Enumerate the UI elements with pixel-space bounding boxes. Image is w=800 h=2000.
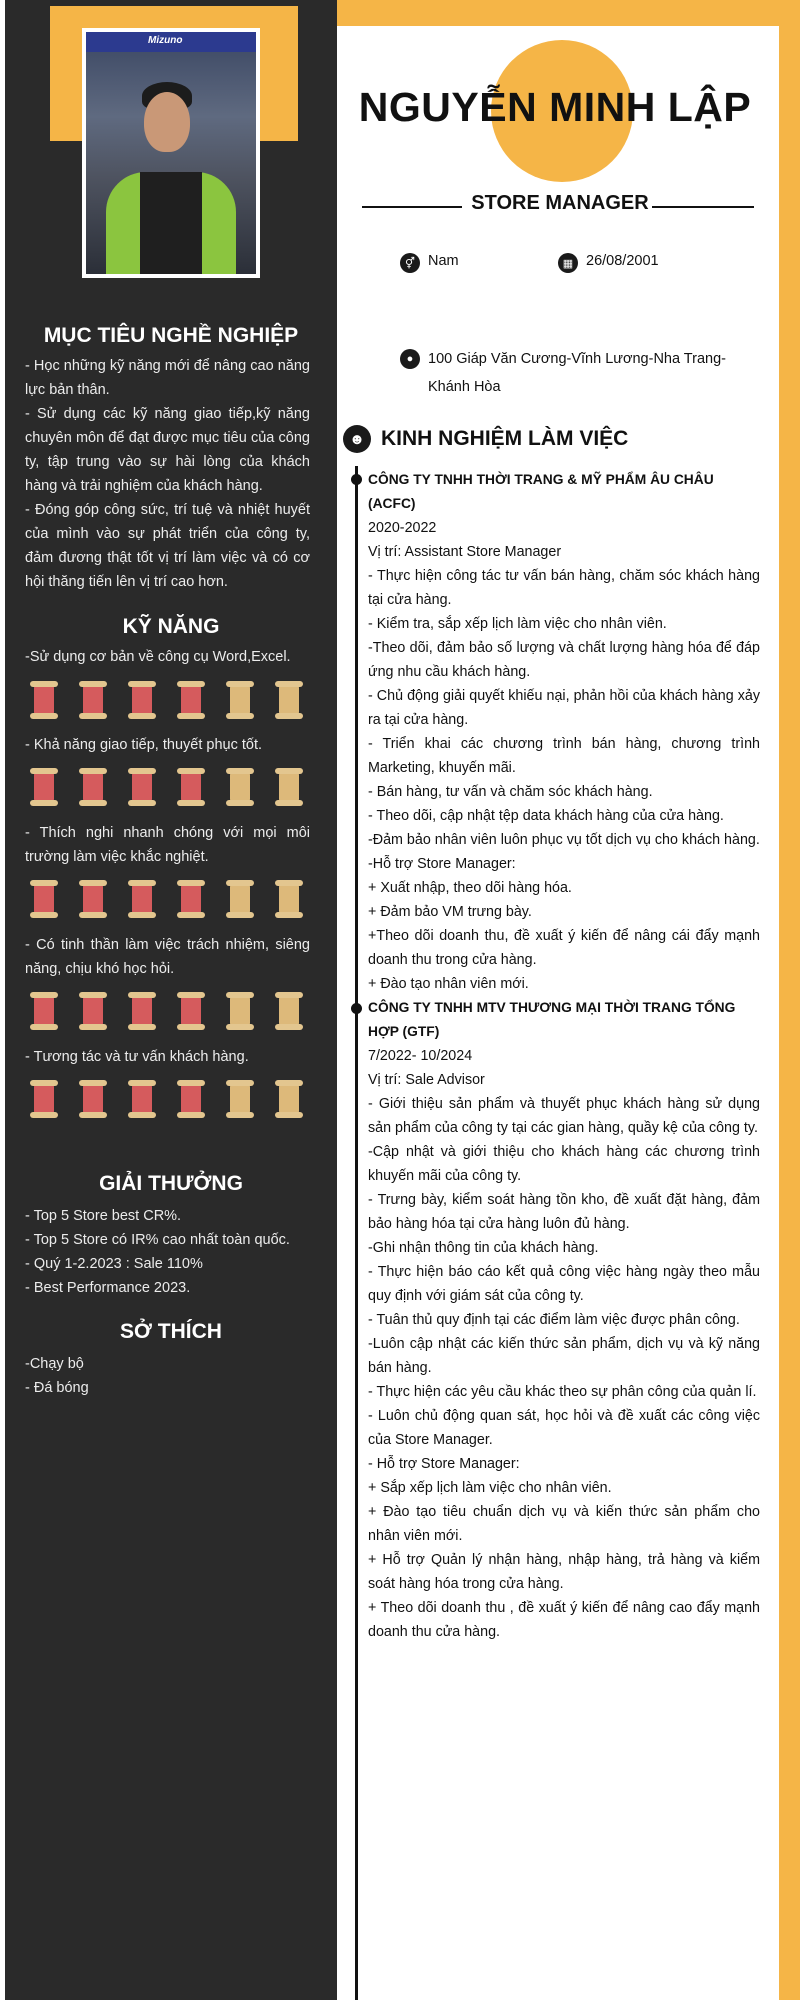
award-item: - Top 5 Store best CR%. (25, 1208, 182, 1224)
experience-heading (343, 425, 628, 453)
job-duty: -Hỗ trợ Store Manager: (368, 856, 516, 872)
job-duty: + Theo dõi doanh thu , đề xuất ý kiến để nâng cao đẩy mạnh doanh thu cửa hàng. (368, 1600, 760, 1640)
awards-heading: GIẢI THƯỞNG (99, 1172, 243, 1195)
rating-spool-filled (30, 992, 58, 1030)
rating-spool-filled (79, 880, 107, 918)
address-info (400, 345, 726, 401)
job-duties (368, 564, 760, 996)
objective-paragraph: - Sử dụng các kỹ năng giao tiếp,kỹ năng chuyên môn để đạt được mục tiêu của công ty, tập trung vào sự hài lòng của khách hàng và trải nghiệm của khách hàng. (25, 406, 310, 494)
people-icon: ☻ (343, 425, 371, 453)
job-duty: - Bán hàng, tư vấn và chăm sóc khách hàng. (368, 784, 653, 800)
award-item: - Top 5 Store có IR% cao nhất toàn quốc. (25, 1232, 290, 1248)
rating-spool-filled (79, 768, 107, 806)
rating-spool-filled (30, 880, 58, 918)
rating-spool-filled (79, 992, 107, 1030)
job-duty: - Thực hiện báo cáo kết quả công việc hàng ngày theo mẫu quy định với giám sát của công ty. (368, 1264, 760, 1304)
rating-spool-empty (275, 992, 303, 1030)
gender-info (400, 253, 459, 273)
candidate-name: NGUYỄN MINH LẬP (358, 84, 752, 130)
skill-label: - Thích nghi nhanh chóng với mọi môi trường làm việc khắc nghiệt. (25, 825, 310, 865)
job-entry (368, 468, 760, 996)
gender-value: Nam (428, 253, 459, 269)
job-duty: - Hỗ trợ Store Manager: (368, 1456, 520, 1472)
skill-label: - Tương tác và tư vấn khách hàng. (25, 1049, 249, 1065)
address-value (428, 345, 726, 401)
objective-heading: MỤC TIÊU NGHỀ NGHIỆP (43, 324, 299, 347)
job-duty: - Luôn chủ động quan sát, học hỏi và đề xuất các công việc của Store Manager. (368, 1408, 760, 1448)
birthdate-info (558, 253, 659, 273)
rating-spool-filled (128, 992, 156, 1030)
hobbies-heading: SỞ THÍCH (120, 1320, 222, 1343)
rating-spool-empty (275, 768, 303, 806)
rating-spool-empty (226, 768, 254, 806)
company-name: CÔNG TY TNHH MTV THƯƠNG MẠI THỜI TRANG TỔNG HỢP (GTF) (368, 1000, 736, 1039)
hobby-item: - Đá bóng (25, 1380, 89, 1396)
skills-heading: KỸ NĂNG (122, 615, 220, 638)
skill-rating (30, 992, 303, 1030)
job-period: 7/2022- 10/2024 (368, 1048, 473, 1064)
skill-label: - Có tinh thần làm việc trách nhiệm, siêng năng, chịu khó học hỏi. (25, 937, 310, 977)
awards-list (25, 1204, 310, 1300)
rating-spool-filled (128, 768, 156, 806)
rating-spool-filled (30, 681, 58, 719)
address-line-2: Khánh Hòa (428, 379, 501, 395)
rating-spool-filled (30, 768, 58, 806)
profile-photo (86, 32, 256, 274)
skill-rating (30, 880, 303, 918)
timeline-dot (351, 1003, 362, 1014)
company-name: CÔNG TY TNHH THỜI TRANG & MỸ PHẨM ÂU CHÂU (ACFC) (368, 472, 714, 511)
job-duty: - Tuân thủ quy định tại các điểm làm việc được phân công. (368, 1312, 740, 1328)
rating-spool-filled (79, 681, 107, 719)
photo-banner-text: Mizuno (148, 35, 183, 46)
job-duty: + Đào tạo tiêu chuẩn dịch vụ và kiến thức sản phẩm cho nhân viên mới. (368, 1504, 760, 1544)
skill-label: - Khả năng giao tiếp, thuyết phục tốt. (25, 737, 262, 753)
job-duties (368, 1092, 760, 1644)
job-duty: - Kiểm tra, sắp xếp lịch làm việc cho nhân viên. (368, 616, 667, 632)
award-item: - Best Performance 2023. (25, 1280, 191, 1296)
photo-banner (86, 32, 256, 52)
job-duty: + Sắp xếp lịch làm việc cho nhân viên. (368, 1480, 612, 1496)
job-duty: - Giới thiệu sản phẩm và thuyết phục khách hàng sử dụng sản phẩm của công ty tại các gian hàng, quầy kệ của công ty. (368, 1096, 760, 1136)
rating-spool-empty (275, 1080, 303, 1118)
job-duty: - Theo dõi, cập nhật tệp data khách hàng của cửa hàng. (368, 808, 724, 824)
objective-text (25, 354, 310, 594)
address-line-1: 100 Giáp Văn Cương-Vĩnh Lương-Nha Trang- (428, 351, 726, 367)
experience-timeline (355, 466, 358, 2000)
job-duty: + Hỗ trợ Quản lý nhận hàng, nhập hàng, trả hàng và kiểm soát hàng hóa trong cửa hàng. (368, 1552, 760, 1592)
rating-spool-filled (177, 1080, 205, 1118)
rating-spool-filled (30, 1080, 58, 1118)
rating-spool-filled (128, 880, 156, 918)
job-duty: -Ghi nhận thông tin của khách hàng. (368, 1240, 599, 1256)
rating-spool-filled (128, 681, 156, 719)
title-divider-right (652, 206, 754, 208)
location-pin-icon: ● (400, 349, 420, 369)
rating-spool-filled (177, 768, 205, 806)
rating-spool-filled (177, 681, 205, 719)
rating-spool-empty (226, 1080, 254, 1118)
hobbies-list (25, 1352, 310, 1400)
rating-spool-filled (177, 992, 205, 1030)
job-duty: -Cập nhật và giới thiệu cho khách hàng các chương trình khuyến mãi của công ty. (368, 1144, 760, 1184)
calendar-icon: ▦ (558, 253, 578, 273)
profile-photo-frame (82, 28, 260, 278)
job-period: 2020-2022 (368, 520, 437, 536)
objective-paragraph: - Học những kỹ năng mới để nâng cao năng lực bản thân. (25, 358, 310, 398)
skill-rating (30, 768, 303, 806)
job-duty: - Thực hiện các yêu cầu khác theo sự phân công của quản lí. (368, 1384, 757, 1400)
job-duty: + Đảm bảo VM trưng bày. (368, 904, 532, 920)
birthdate-value: 26/08/2001 (586, 253, 659, 269)
skill-rating (30, 681, 303, 719)
job-duty: + Đào tạo nhân viên mới. (368, 976, 529, 992)
rating-spool-empty (226, 880, 254, 918)
rating-spool-empty (275, 681, 303, 719)
job-duty: +Theo dõi doanh thu, đề xuất ý kiến để nâng cái đẩy mạnh doanh thu trong cửa hàng. (368, 928, 760, 968)
job-position: Vị trí: Sale Advisor (368, 1072, 485, 1088)
job-duty: - Thực hiện công tác tư vấn bán hàng, chăm sóc khách hàng tại cửa hàng. (368, 568, 760, 608)
skill-label: -Sử dụng cơ bản về công cụ Word,Excel. (25, 649, 291, 665)
timeline-dot (351, 474, 362, 485)
job-duty: -Đảm bảo nhân viên luôn phục vụ tốt dịch vụ cho khách hàng. (368, 832, 760, 848)
job-duty: - Trưng bày, kiểm soát hàng tồn kho, đề xuất đặt hàng, đảm bảo hàng hóa tại cửa hàng luôn đủ hàng. (368, 1192, 760, 1232)
hobby-item: -Chạy bộ (25, 1356, 84, 1372)
experience-heading-text: KINH NGHIỆM LÀM VIỆC (381, 427, 629, 450)
skill-rating (30, 1080, 303, 1118)
gender-icon: ⚥ (400, 253, 420, 273)
job-duty: - Triển khai các chương trình bán hàng, chương trình Marketing, khuyến mãi. (368, 736, 760, 776)
job-duty: - Chủ động giải quyết khiếu nại, phản hồi của khách hàng xảy ra tại cửa hàng. (368, 688, 760, 728)
job-entry (368, 996, 760, 1644)
rating-spool-empty (226, 992, 254, 1030)
objective-paragraph: - Đóng góp công sức, trí tuệ và nhiệt huyết của mình vào sự phát triển của công ty, đảm đương thật tốt vị trí làm việc và có cơ hội thăng tiến lên vị trí cao hơn. (25, 502, 310, 590)
job-duty: + Xuất nhập, theo dõi hàng hóa. (368, 880, 572, 896)
award-item: - Quý 1-2.2023 : Sale 110% (25, 1256, 203, 1272)
job-title: STORE MANAGER (471, 192, 649, 214)
rating-spool-empty (275, 880, 303, 918)
rating-spool-filled (128, 1080, 156, 1118)
rating-spool-filled (177, 880, 205, 918)
job-duty: -Theo dõi, đảm bảo số lượng và chất lượng hàng hóa để đáp ứng nhu cầu khách hàng. (368, 640, 760, 680)
job-position: Vị trí: Assistant Store Manager (368, 544, 562, 560)
job-duty: -Luôn cập nhật các kiến thức sản phẩm, dịch vụ và kỹ năng bán hàng. (368, 1336, 760, 1376)
title-divider-left (362, 206, 462, 208)
rating-spool-filled (79, 1080, 107, 1118)
rating-spool-empty (226, 681, 254, 719)
